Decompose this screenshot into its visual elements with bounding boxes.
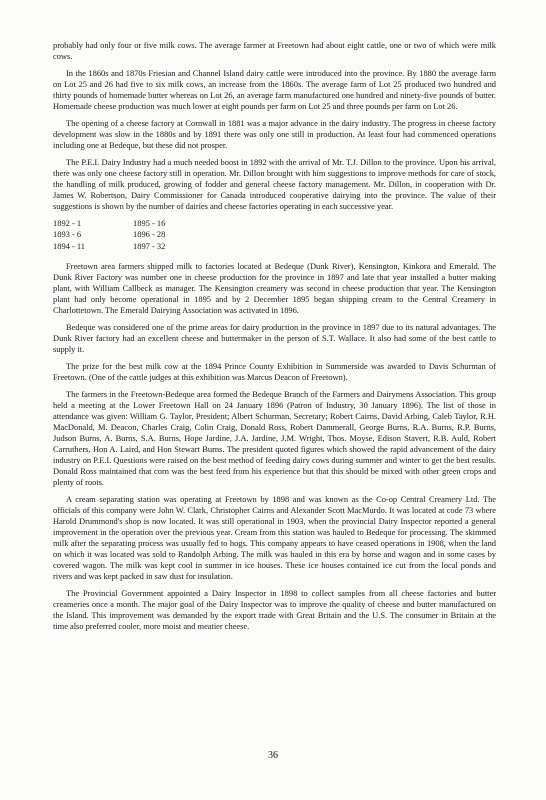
table-row (53, 241, 165, 252)
table-cell: 1895 - 16 (133, 218, 166, 228)
paragraph: The opening of a cheese factory at Cornwall in 1881 was a major advance in the dairy industry. The progress in cheese factory development was slow in the 1880s and by 1891 there was only one still in production. At least four had commenced operations including one at Bedeque, but these did not prosper. (53, 118, 496, 150)
table-row (53, 218, 165, 229)
table-cell: 1897 - 32 (133, 240, 166, 251)
table-cell: 1894 - 11 (53, 240, 86, 251)
page-number: 36 (268, 750, 278, 761)
table-cell: 1896 - 28 (133, 229, 166, 240)
dairy-count-table (53, 218, 165, 252)
paragraph: The Provincial Government appointed a Dairy Inspector in 1898 to collect samples from all cheese factories and butter creameries once a month. The major goal of the Dairy Inspector was to improve the quality of cheese and butter manufactured on the Island. This improvement was demanded by the export trade with Great Britain and the U.S. The consumer in Britain at the time also preferred cooler, more moist and meatier cheese. (53, 587, 496, 631)
table-cell: 1893 - 6 (53, 229, 82, 240)
table-row (53, 229, 165, 240)
paragraph: The farmers in the Freetown-Bedeque area formed the Bedeque Branch of the Farmers and Dairymens Association. This group held a meeting at the Lower Freetown Hall on 24 January 1896 (Patron of Industry, 30 January 1896). The list of those in attendance was given: William G. Taylor, President; Albert Schurman, Secretary; Robert Cairns, David Arbing, Caleb Taylor, R.H. MacDonald, M. Deacon, Charles Craig, Colin Craig, Donald Ross, Robert Dammerall, George Burns, R.A. Burns, R.P. Burns, Judson Burns, A. Burns, S.A. Burns, Hope Jardine, J.A. Jardine, J.M. Wright, Thos. Moyse, Edison Stavert, R.B. Auld, Robert Carruthers, Hon A. Laird, and Hon Stewart Burns. The president quoted figures which showed the rapid advancement of the dairy industry on P.E.I. Questions were raised on the best method of feeding dairy cows during summer and winter to get the best results. Donald Ross maintained that corn was the best feed from his experience but that this should be mixed with other green crops and plenty of roots. (53, 388, 496, 487)
paragraph: A cream separating station was operating at Freetown by 1898 and was known as the Co-op Central Creamery Ltd. The officials of this company were John W. Clark, Christopher Cairns and Alexander Scott MacMurdo. It was located at code 73 where Harold Drummond's shop is now located. It was still operational in 1903, when the provincial Dairy Inspector reported a general improvement in the operation over the previous year. Cream from this station was hauled to Bedeque for processing. The skimmed milk after the separating process was usually fed to hogs. This company appears to have ceased operations in 1908, when the land on which it was located was sold to Randolph Arbing. The milk was hauled in this era by horse and wagon and in some cases by covered wagon. The milk was kept cool in summer in ice houses. These ice houses contained ice cut from the local ponds and rivers and was kept packed in saw dust for insulation. (53, 493, 496, 581)
paragraph: probably had only four or five milk cows. The average farmer at Freetown had about eight cattle, one or two of which were milk cows. (53, 40, 496, 61)
paragraph: Freetown area farmers shipped milk to factories located at Bedeque (Dunk River), Kensington, Kinkora and Emerald. The Dunk River Factory was number one in cheese production for the province in 1897 and late that year installed a butter making plant, with William Callbeck as manager. The Kensington creamery was second in cheese production that year. The Kensington plant had only become operational in 1895 and by 2 December 1895 began shipping cream to the Central Creamery in Charlottetown. The Emerald Dairying Association was activated in 1896. (53, 260, 496, 315)
paragraph: In the 1860s and 1870s Friesian and Channel Island dairy cattle were introduced into the province. By 1880 the average farm on Lot 25 and 26 had five to six milk cows, an increase from the 1860s. The average farm of Lot 25 produced two hundred and thirty pounds of homemade butter whereas on Lot 26, an average farm manufactured one hundred and ninety-five pounds of butter. Homemade cheese production was much lower at eight pounds per farm on Lot 25 and three pounds per farm on Lot 26. (53, 68, 496, 111)
table-cell: 1892 - 1 (53, 218, 82, 228)
paragraph: The prize for the best milk cow at the 1894 Prince County Exhibition in Summerside was awarded to Davis Schurman of Freetown. (One of the cattle judges at this exhibition was Marcus Deacon of Freetown). (53, 360, 496, 382)
paragraph: The P.E.I. Dairy Industry had a much needed boost in 1892 with the arrival of Mr. T.J. Dillon to the province. Upon his arrival, there was only one cheese factory still in operation. Mr. Dillon brought with him suggestions to improve methods for care of stock, the handling of milk produced, growing of fodder and general cheese factory management. Mr. Dillon, in cooperation with Dr. James W. Robertson, Dairy Commissioner for Canada introduced cooperative dairying into the province. The value of their suggestions is shown by the number of dairies and cheese factories operating in each successive year. (53, 157, 496, 211)
paragraph: Bedeque was considered one of the prime areas for dairy production in the province in 1897 due to its natural advantages. The Dunk River factory had an excellent cheese and buttermaker in the person of S.T. Wallace. It also had some of the best cattle to supply it. (53, 321, 496, 354)
